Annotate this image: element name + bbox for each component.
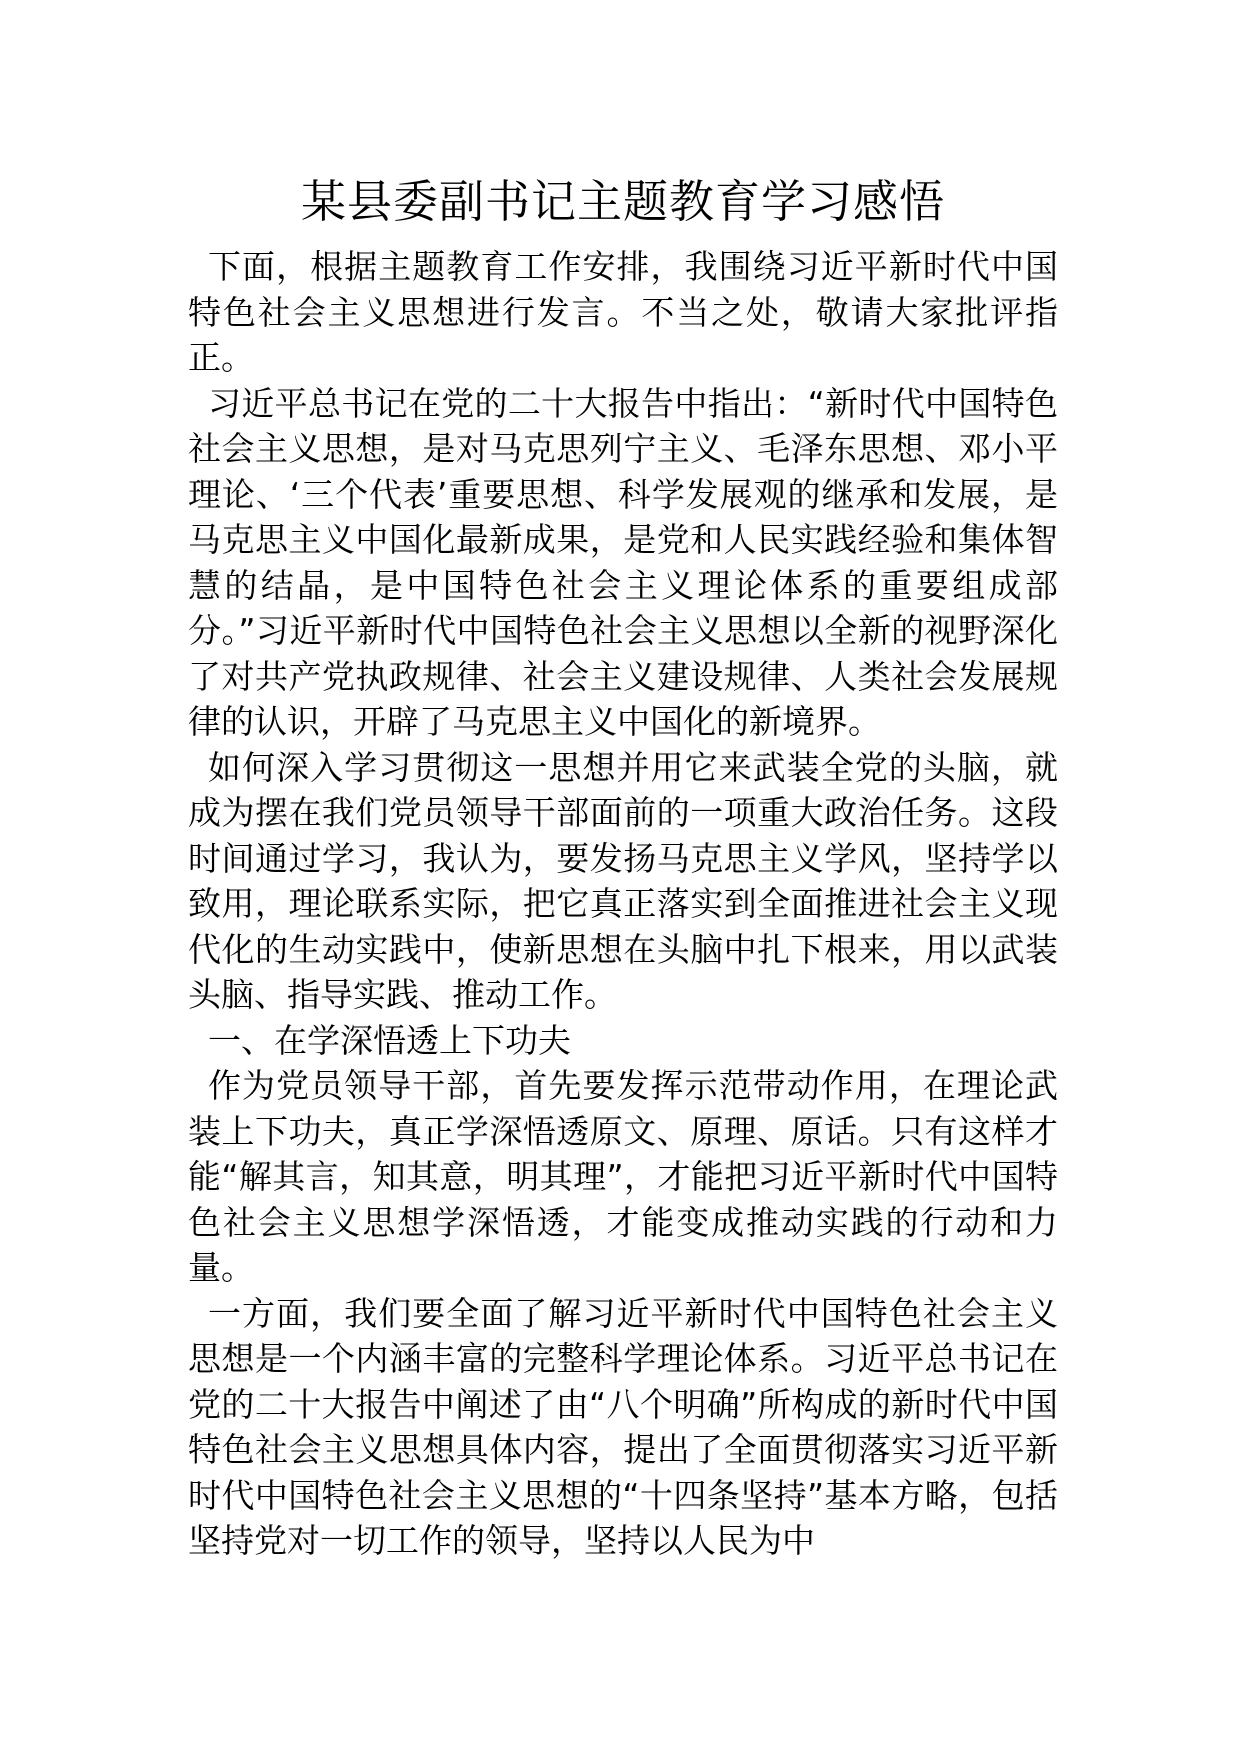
paragraph-quote: 习近平总书记在党的二十大报告中指出：“新时代中国特色社会主义思想，是对马克思列宁主义、毛泽东思想、邓小平理论、‘三个代表’重要思想、科学发展观的继承和发展，是马克思主义中国化最新成果，是党和人民实践经验和集体智慧的结晶，是中国特色社会主义理论体系的重要组成部分。”习近平新时代中国特色社会主义思想以全新的视野深化了对共产党执政规律、社会主义建设规律、人类社会发展规律的认识，开辟了马克思主义中国化的新境界。 <box>188 383 1058 741</box>
paragraph-role: 作为党员领导干部，首先要发挥示范带动作用，在理论武装上下功夫，真正学深悟透原文、原理、原话。只有这样才能“解其言，知其意，明其理”，才能把习近平新时代中国特色社会主义思想学深悟透，才能变成推动实践的行动和力量。 <box>188 1066 1058 1287</box>
document-title: 某县委副书记主题教育学习感悟 <box>300 175 945 228</box>
paragraph-task: 如何深入学习贯彻这一思想并用它来武装全党的头脑，就成为摆在我们党员领导干部面前的一项重大政治任务。这段时间通过学习，我认为，要发扬马克思主义学风，坚持学以致用，理论联系实际，把它真正落实到全面推进社会主义现代化的生动实践中，使新思想在头脑中扎下根来，用以武装头脑、指导实践、推动工作。 <box>188 747 1058 1014</box>
paragraph-intro: 下面，根据主题教育工作安排，我围绕习近平新时代中国特色社会主义思想进行发言。不当之处，敬请大家批评指正。 <box>188 247 1058 377</box>
section-heading: 一、在学深悟透上下功夫 <box>208 1020 571 1060</box>
paragraph-aspect: 一方面，我们要全面了解习近平新时代中国特色社会主义思想是一个内涵丰富的完整科学理论体系。习近平总书记在党的二十大报告中阐述了由“八个明确”所构成的新时代中国特色社会主义思想具体内容，提出了全面贯彻落实习近平新时代中国特色社会主义思想的“十四条坚持”基本方略，包括坚持党对一切工作的领导，坚持以人民为中 <box>188 1293 1058 1560</box>
document-body <box>188 160 1058 1564</box>
